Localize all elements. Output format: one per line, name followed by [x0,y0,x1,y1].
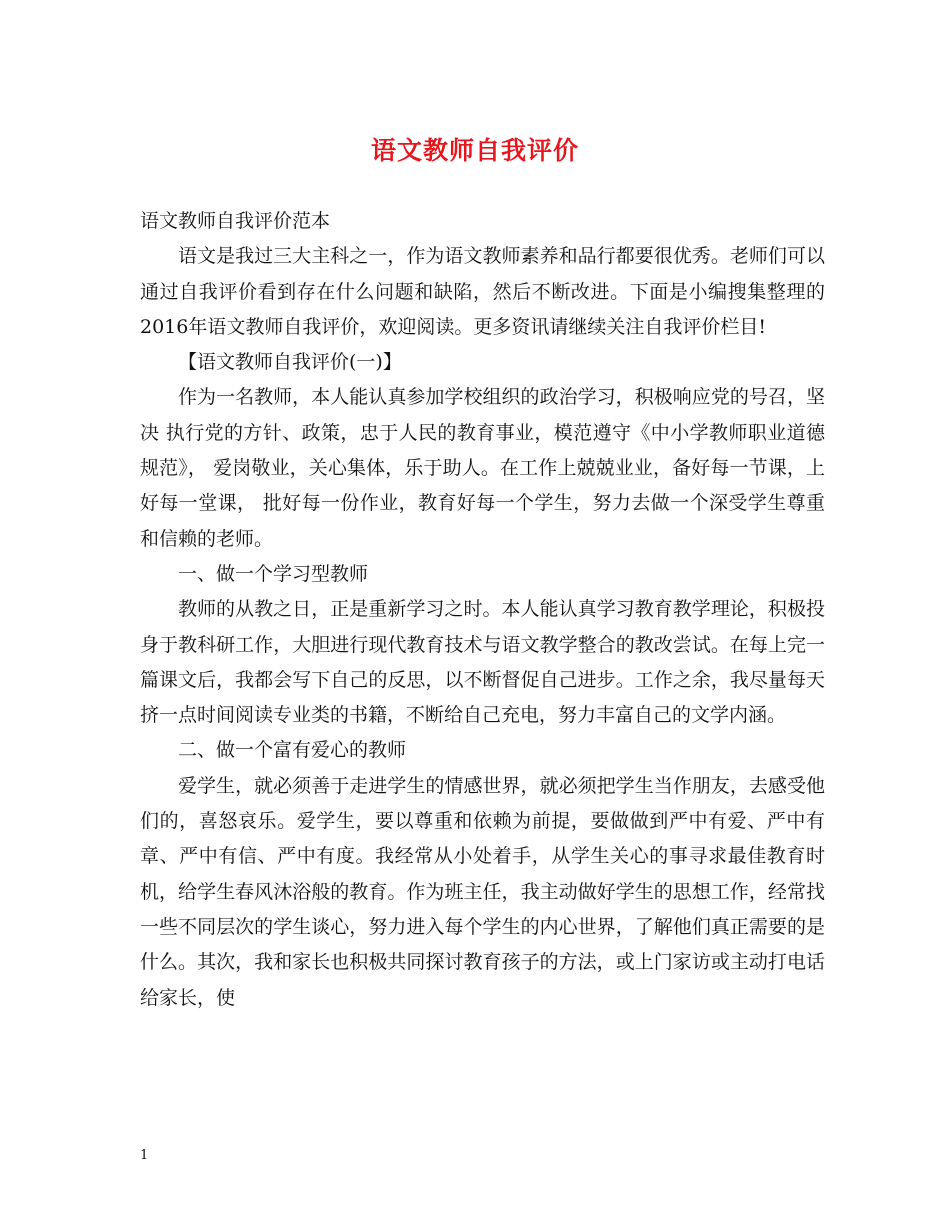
section-heading-part-one: 【语文教师自我评价(一)】 [178,351,402,374]
section-heading-learning-teacher: 一、做一个学习型教师 [178,562,369,585]
paragraph-learning: 教师的从教之日，正是重新学习之时。本人能认真学习教育教学理论，积极投身于教科研工作，大胆进行现代教育技术与语文教学整合的教改尝试。在每上完一篇课文后，我都会写下自己的反思，以不断督促自己进步。工作之余，我尽量每天挤一点时间阅读专业类的书籍，不断给自己充电，努力丰富自己的文学内涵。 [140,598,825,727]
paragraph-caring: 爱学生，就必须善于走进学生的情感世界，就必须把学生当作朋友，去感受他们的，喜怒哀乐。爱学生，要以尊重和依赖为前提，要做做到严中有爱、严中有章、严中有信、严中有度。我经常从小处着手，从学生关心的事寻求最佳教育时机，给学生春风沐浴般的教育。作为班主任，我主动做好学生的思想工作，经常找一些不同层次的学生谈心，努力进入每个学生的内心世界，了解他们真正需要的是什么。其次，我和家长也积极共同探讨教育孩子的方法，或上门家访或主动打电话给家长，使 [140,774,825,1009]
paragraph-intro: 语文是我过三大主科之一，作为语文教师素养和品行都要很优秀。老师们可以通过自我评价看到存在什么问题和缺陷，然后不断改进。下面是小编搜集整理的2016年语文教师自我评价，欢迎阅读。更多资讯请继续关注自我评价栏目! [140,245,825,338]
document-subtitle: 语文教师自我评价范本 [140,210,331,232]
document-title: 语文教师自我评价 [370,136,579,165]
page-number: 1 [140,1148,149,1163]
document-body [140,204,825,1016]
paragraph-duties: 作为一名教师，本人能认真参加学校组织的政治学习，积极响应党的号召，坚决 执行党的方针、政策，忠于人民的教育事业，模范遵守《中小学教师职业道德规范》， 爱岗敬业，关心集体，乐于助人。在工作上兢兢业业，备好每一节课，上好每一堂课， 批好每一份作业，教育好每一个学生，努力去做一个深受学生尊重和信赖的老师。 [140,386,825,550]
section-heading-caring-teacher: 二、做一个富有爱心的教师 [178,739,407,762]
